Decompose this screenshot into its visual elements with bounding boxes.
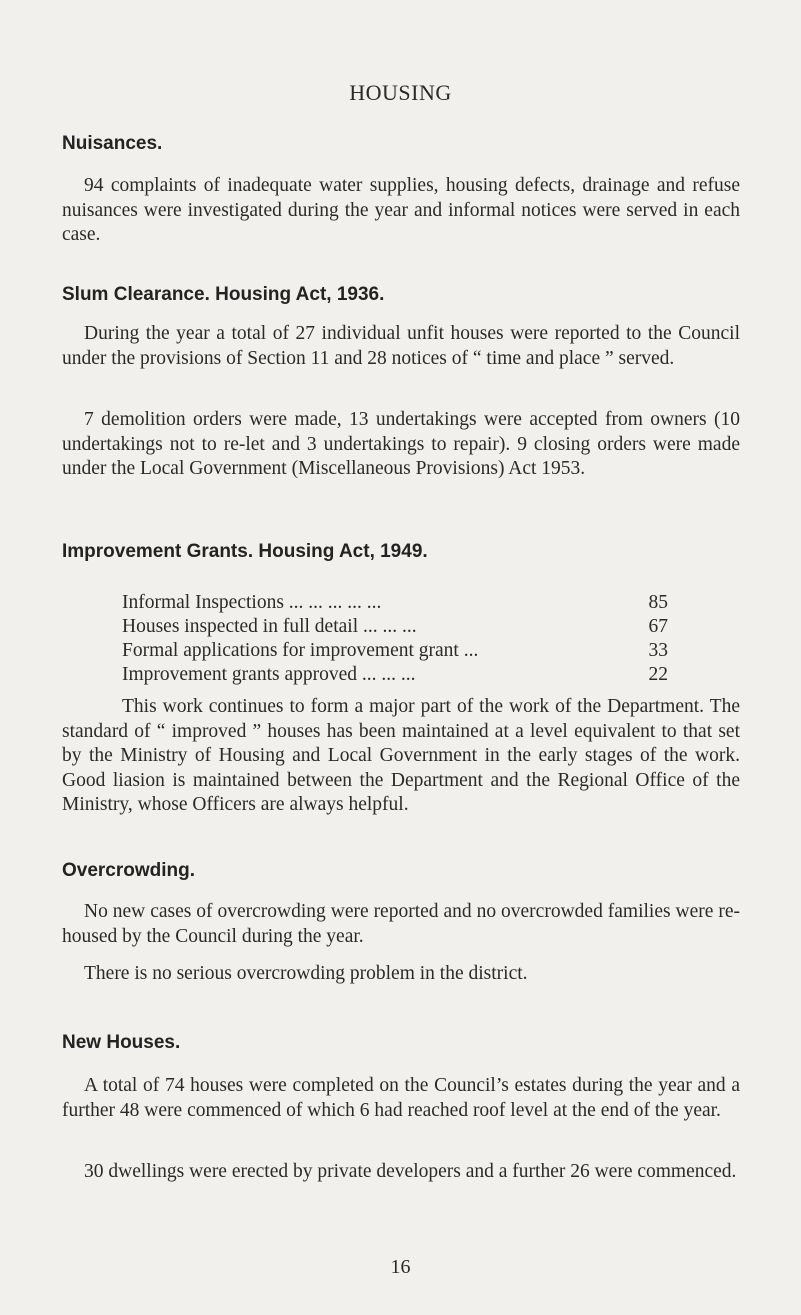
section-heading-new-houses: New Houses.	[62, 1032, 181, 1053]
section-heading-improvement-grants: Improvement Grants. Housing Act, 1949.	[62, 541, 428, 562]
stat-label: Informal Inspections ... ... ... ... ...	[122, 592, 382, 613]
section-heading-overcrowding: Overcrowding.	[62, 860, 196, 881]
stat-value: 67	[648, 616, 668, 637]
overcrowding-paragraph-1: No new cases of overcrowding were reported and no overcrowded families were re-housed by the Council during the year.	[62, 901, 740, 947]
stat-label: Houses inspected in full detail ... ... ...	[122, 616, 417, 637]
overcrowding-paragraph-2: There is no serious overcrowding problem in the district.	[84, 963, 528, 984]
stat-row	[122, 615, 668, 639]
stat-row	[122, 591, 668, 615]
improvement-grants-text: This work continues to form a major part of the work of the Department. The standard of “ improved ” houses has been maintained at a level equivalent to that set by the Ministry of Housing and Local Government in the early stages of the work. Good liasion is maintained between the Department and the Regional Office of the Ministry, whose Officers are always helpful.	[62, 696, 740, 815]
stat-label: Improvement grants approved ... ... ...	[122, 664, 416, 685]
nuisances-text: 94 complaints of inadequate water supplies, housing defects, drainage and refuse nuisances were investigated during the year and informal notices were served in each case.	[62, 175, 740, 245]
section-heading-nuisances: Nuisances.	[62, 133, 163, 154]
new-houses-paragraph-1: A total of 74 houses were completed on the Council’s estates during the year and a further 48 were commenced of which 6 had reached roof level at the end of the year.	[62, 1075, 740, 1121]
page-title: HOUSING	[349, 80, 452, 105]
stat-value: 85	[648, 592, 668, 613]
stat-value: 33	[648, 640, 668, 661]
slum-clearance-paragraph-2: 7 demolition orders were made, 13 undertakings were accepted from owners (10 undertakings not to re-let and 3 undertakings to repair). 9 closing orders were made under the Local Government (Miscellaneous Provisions) Act 1953.	[62, 409, 740, 479]
new-houses-paragraph-2: 30 dwellings were erected by private developers and a further 26 were commenced.	[84, 1161, 737, 1182]
stat-label: Formal applications for improvement grant ...	[122, 640, 479, 661]
improvement-grants-stats	[122, 591, 668, 687]
stat-value: 22	[648, 664, 668, 685]
slum-clearance-paragraph-1: During the year a total of 27 individual unfit houses were reported to the Council under the provisions of Section 11 and 28 notices of “ time and place ” served.	[62, 323, 740, 369]
stat-row	[122, 639, 668, 663]
page-number: 16	[390, 1256, 411, 1278]
section-heading-slum-clearance: Slum Clearance. Housing Act, 1936.	[62, 284, 385, 305]
stat-row	[122, 663, 668, 687]
